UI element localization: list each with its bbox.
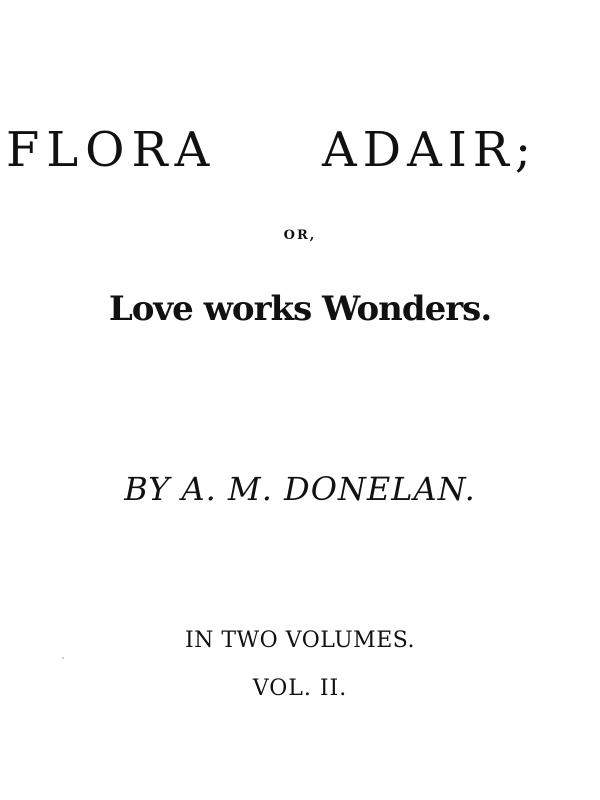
book-title [0, 118, 600, 182]
volumes-statement: IN TWO VOLUMES. [184, 628, 416, 653]
book-title-part2: ADAIR; [322, 122, 538, 178]
volume-number: VOL. II. [252, 676, 348, 701]
title-conjunction: OR, [283, 228, 317, 243]
book-title-part1: FLORA [6, 122, 217, 178]
book-subtitle: Love works Wonders. [108, 289, 492, 329]
paper-speck [62, 657, 64, 659]
author-line: BY A. M. DONELAN. [124, 470, 476, 508]
